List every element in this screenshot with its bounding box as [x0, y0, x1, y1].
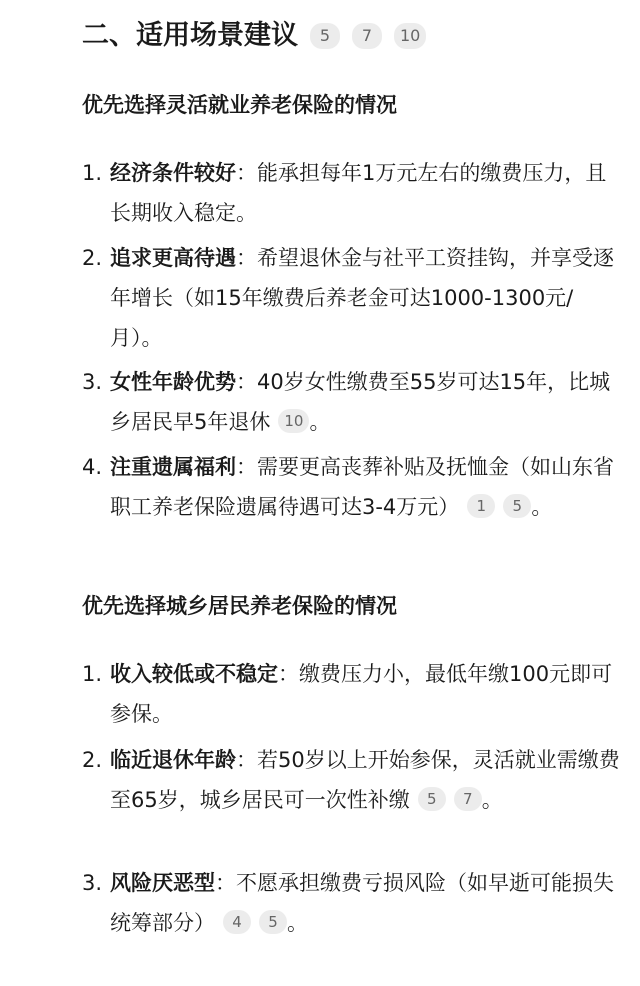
item-text: ：不愿承担缴费亏损风险（如早逝可能损失统筹部分） [110, 871, 614, 935]
list-number: 1. [82, 161, 103, 185]
item-tail: 。 [531, 495, 553, 519]
subsection-title-resident: 优先选择城乡居民养老保险的情况 [82, 594, 397, 618]
citation-badge[interactable]: 5 [310, 23, 340, 49]
item-label: 注重遗属福利 [110, 455, 236, 479]
item-label: 风险厌恶型 [110, 871, 215, 895]
item-label: 收入较低或不稳定 [110, 662, 278, 686]
citation-badge[interactable]: 10 [278, 409, 309, 433]
item-text: ：缴费压力小，最低年缴100元即可参保。 [110, 662, 613, 726]
citation-badge[interactable]: 4 [223, 910, 251, 934]
list-number: 2. [82, 748, 103, 772]
list-item [82, 153, 622, 233]
item-label: 临近退休年龄 [110, 748, 236, 772]
section-heading [82, 16, 426, 56]
list-item [82, 447, 622, 527]
list-item [82, 362, 622, 442]
list-number: 2. [82, 246, 103, 270]
citation-badge[interactable]: 7 [454, 787, 482, 811]
section-heading-title: 二、适用场景建议 [82, 20, 298, 51]
item-tail: 。 [287, 911, 308, 935]
subsection-title-flexible: 优先选择灵活就业养老保险的情况 [82, 93, 397, 117]
citation-badge[interactable]: 5 [503, 494, 531, 518]
item-text: ：若50岁以上开始参保，灵活就业需缴费至65岁，城乡居民可一次性补缴 [110, 748, 620, 812]
list-number: 3. [82, 871, 103, 895]
item-tail: 。 [481, 788, 503, 812]
item-text: ：需要更高丧葬补贴及抚恤金（如山东省职工养老保险遗属待遇可达3-4万元） [110, 455, 614, 519]
list-number: 4. [82, 455, 103, 479]
citation-badge[interactable]: 10 [394, 23, 426, 49]
list-item [82, 654, 622, 734]
list-number: 3. [82, 370, 103, 394]
item-tail: 。 [309, 410, 331, 434]
item-text: ：40岁女性缴费至55岁可达15年，比城乡居民早5年退休 [110, 370, 611, 434]
citation-badge[interactable]: 1 [467, 494, 495, 518]
citation-badge[interactable]: 5 [259, 910, 287, 934]
item-text: ：能承担每年1万元左右的缴费压力，且长期收入稳定。 [110, 161, 607, 225]
citation-badge[interactable]: 7 [352, 23, 382, 49]
item-label: 追求更高待遇 [110, 246, 236, 270]
list-item [82, 863, 622, 943]
list-item [82, 238, 622, 358]
item-label: 女性年龄优势 [110, 370, 236, 394]
item-text: ：希望退休金与社平工资挂钩，并享受逐年增长（如15年缴费后养老金可达1000-1300元/月）。 [110, 246, 614, 350]
list-number: 1. [82, 662, 103, 686]
item-label: 经济条件较好 [110, 161, 236, 185]
list-item [82, 740, 622, 820]
citation-badge[interactable]: 5 [418, 787, 446, 811]
